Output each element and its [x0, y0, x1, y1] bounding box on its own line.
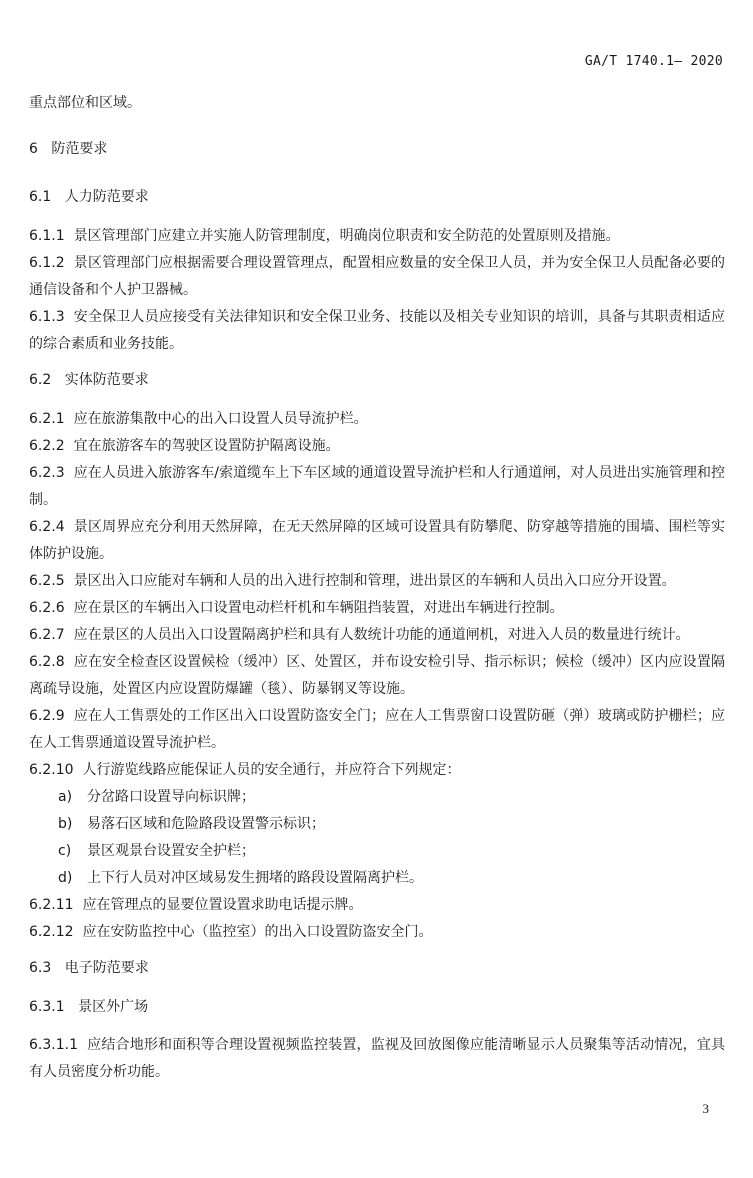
clause-number: 6.2.1 [29, 411, 65, 427]
clause-text: 应结合地形和面积等合理设置视频监控装置，监视及回放图像应能清晰显示人员聚集等活动情况，宜具有人员密度分析功能。 [29, 1037, 725, 1080]
clause-text: 宜在旅游客车的驾驶区设置防护隔离设施。 [73, 438, 340, 454]
clause-number: 6.2.10 [29, 762, 74, 778]
subsection-heading-6-3 [29, 955, 725, 982]
clause-number: 6.2.4 [29, 519, 65, 535]
list-text: 易落石区域和危险路段设置警示标识； [87, 816, 325, 832]
section-number: 6 [29, 141, 38, 157]
list-label: d) [58, 870, 73, 886]
intro-text: 重点部位和区域。 [29, 95, 141, 111]
clause-text: 应在景区的车辆出入口设置电动栏杆机和车辆阻挡装置，对进出车辆进行控制。 [73, 600, 564, 616]
subsection-number: 6.2 [29, 372, 52, 388]
list-text: 景区观景台设置安全护栏； [87, 843, 255, 859]
list-text: 上下行人员对冲区域易发生拥堵的路段设置隔离护栏。 [87, 870, 423, 886]
clause-number: 6.2.11 [29, 897, 74, 913]
clause-number: 6.1.3 [29, 309, 65, 325]
subsection-title: 实体防范要求 [64, 372, 149, 388]
list-label: a) [58, 789, 73, 805]
subsection-title: 电子防范要求 [64, 960, 149, 976]
clause-number: 6.2.8 [29, 654, 65, 670]
subsubsection-heading-6-3-1 [29, 994, 725, 1021]
subsection-number: 6.1 [29, 189, 52, 205]
clause-6-2-8 [29, 649, 725, 703]
clause-number: 6.1.2 [29, 255, 65, 271]
list-item-d [29, 865, 725, 892]
clause-6-1-2 [29, 250, 725, 304]
clause-text: 景区管理部门应根据需要合理设置管理点，配置相应数量的安全保卫人员，并为安全保卫人员配备必要的通信设备和个人护卫器械。 [29, 255, 725, 298]
subsection-number: 6.3 [29, 960, 52, 976]
section-title: 防范要求 [51, 141, 108, 157]
list-text: 分岔路口设置导向标识牌； [87, 789, 255, 805]
clause-6-3-1-1 [29, 1032, 725, 1086]
clause-6-2-6 [29, 595, 725, 622]
clause-6-2-1 [29, 406, 725, 433]
page-number: 3 [702, 1101, 709, 1116]
subsubsection-title: 景区外广场 [78, 999, 149, 1015]
section-heading-6 [29, 136, 725, 163]
clause-text: 应在人工售票处的工作区出入口设置防盗安全门；应在人工售票窗口设置防砸（弹）玻璃或防护栅栏；应在人工售票通道设置导流护栏。 [29, 708, 725, 751]
clause-number: 6.2.6 [29, 600, 65, 616]
clause-text: 应在旅游集散中心的出入口设置人员导流护栏。 [73, 411, 368, 427]
subsection-title: 人力防范要求 [64, 189, 149, 205]
list-item-b [29, 811, 725, 838]
list-item-a [29, 784, 725, 811]
clause-6-2-11 [29, 892, 725, 919]
clause-number: 6.2.12 [29, 924, 74, 940]
clause-text: 景区管理部门应建立并实施人防管理制度，明确岗位职责和安全防范的处置原则及措施。 [73, 228, 620, 244]
clause-6-1-1 [29, 223, 725, 250]
clause-number: 6.2.7 [29, 627, 65, 643]
clause-number: 6.1.1 [29, 228, 65, 244]
clause-number: 6.2.5 [29, 573, 65, 589]
list-label: c) [58, 843, 72, 859]
clause-text: 应在安全检查区设置候检（缓冲）区、处置区，并布设安检引导、指示标识；候检（缓冲）区内应设置隔离疏导设施，处置区内应设置防爆罐（毯）、防暴钢叉等设施。 [29, 654, 725, 697]
clause-text: 应在景区的人员出入口设置隔离护栏和具有人数统计功能的通道闸机，对进入人员的数量进行统计。 [73, 627, 690, 643]
subsubsection-number: 6.3.1 [29, 999, 65, 1015]
clause-text: 景区出入口应能对车辆和人员的出入进行控制和管理，进出景区的车辆和人员出入口应分开设置。 [73, 573, 676, 589]
clause-number: 6.3.1.1 [29, 1037, 78, 1053]
clause-6-1-3 [29, 304, 725, 358]
clause-6-2-7 [29, 622, 725, 649]
clause-6-2-9 [29, 703, 725, 757]
subsection-heading-6-1 [29, 184, 725, 211]
clause-number: 6.2.2 [29, 438, 65, 454]
clause-number: 6.2.9 [29, 708, 65, 724]
clause-text: 安全保卫人员应接受有关法律知识和安全保卫业务、技能以及相关专业知识的培训，具备与其职责相适应的综合素质和业务技能。 [29, 309, 725, 352]
clause-number: 6.2.3 [29, 465, 65, 481]
subsection-heading-6-2 [29, 367, 725, 394]
document-code: GA/T 1740.1— 2020 [584, 54, 723, 69]
clause-6-2-12 [29, 919, 725, 946]
clause-text: 景区周界应充分利用天然屏障，在无天然屏障的区域可设置具有防攀爬、防穿越等措施的围墙、围栏等实体防护设施。 [29, 519, 725, 562]
clause-6-2-5 [29, 568, 725, 595]
clause-6-2-4 [29, 514, 725, 568]
clause-6-2-10 [29, 757, 725, 784]
clause-text: 应在人员进入旅游客车/索道缆车上下车区域的通道设置导流护栏和人行通道闸，对人员进出实施管理和控制。 [29, 465, 725, 508]
clause-6-2-3 [29, 460, 725, 514]
list-label: b) [58, 816, 73, 832]
clause-text: 人行游览线路应能保证人员的安全通行，并应符合下列规定： [82, 762, 461, 778]
clause-text: 应在安防监控中心（监控室）的出入口设置防盗安全门。 [82, 924, 433, 940]
clause-text: 应在管理点的显要位置设置求助电话提示牌。 [82, 897, 363, 913]
clause-6-2-2 [29, 433, 725, 460]
document-body [29, 90, 725, 1086]
list-item-c [29, 838, 725, 865]
